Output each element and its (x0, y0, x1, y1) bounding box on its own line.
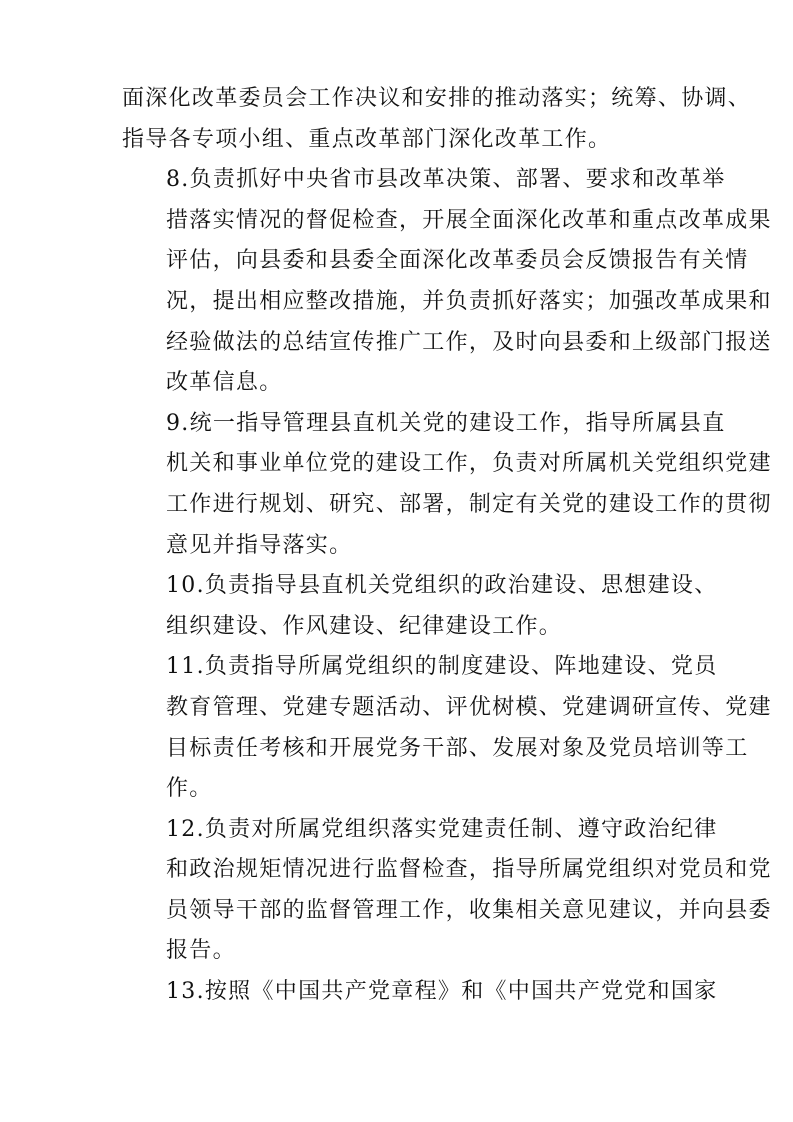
text-line: 指导各专项小组、重点改革部门深化改革工作。 (122, 126, 612, 152)
text-line: 意见并指导落实。 (166, 532, 353, 558)
text-line: 作。 (166, 776, 213, 802)
paragraph-11 (122, 647, 772, 809)
text-line: 报告。 (166, 938, 236, 964)
text-line: 11.负责指导所属党组织的制度建设、阵地建设、党员 (166, 654, 718, 680)
text-line: 改革信息。 (166, 370, 283, 396)
text-line: 措落实情况的督促检查，开展全面深化改革和重点改革成果 (166, 207, 772, 233)
text-line: 面深化改革委员会工作决议和安排的推动落实；统筹、协调、 (122, 86, 752, 111)
paragraph-7-continuation (122, 79, 752, 160)
paragraph-12 (122, 810, 772, 972)
paragraph-9 (122, 404, 772, 566)
text-line: 9.统一指导管理县直机关党的建设工作，指导所属县直 (166, 410, 726, 436)
text-line: 员领导干部的监督管理工作，收集相关意见建议，并向县委 (166, 897, 772, 923)
paragraph-8 (122, 160, 772, 404)
paragraph-10 (122, 566, 718, 647)
text-line: 12.负责对所属党组织落实党建责任制、遵守政治纪律 (166, 816, 718, 842)
paragraph-13 (122, 972, 718, 1013)
text-line: 13.按照《中国共产党章程》和《中国共产党党和国家 (166, 979, 718, 1005)
text-line: 况，提出相应整改措施，并负责抓好落实；加强改革成果和 (166, 288, 772, 314)
text-line: 评估，向县委和县委全面深化改革委员会反馈报告有关情 (166, 248, 749, 274)
text-line: 经验做法的总结宣传推广工作，及时向县委和上级部门报送 (166, 329, 772, 355)
text-line: 10.负责指导县直机关党组织的政治建设、思想建设、 (166, 573, 718, 599)
text-line: 和政治规矩情况进行监督检查，指导所属党组织对党员和党 (166, 857, 772, 883)
text-line: 组织建设、作风建设、纪律建设工作。 (166, 613, 563, 639)
text-line: 8.负责抓好中央省市县改革决策、部署、要求和改革举 (166, 167, 726, 193)
text-line: 教育管理、党建专题活动、评优树模、党建调研宣传、党建 (166, 694, 772, 720)
text-line: 机关和事业单位党的建设工作，负责对所属机关党组织党建 (166, 451, 772, 477)
text-line: 目标责任考核和开展党务干部、发展对象及党员培训等工 (166, 735, 749, 761)
document-body (122, 79, 772, 1013)
text-line: 工作进行规划、研究、部署，制定有关党的建设工作的贯彻 (166, 491, 772, 517)
